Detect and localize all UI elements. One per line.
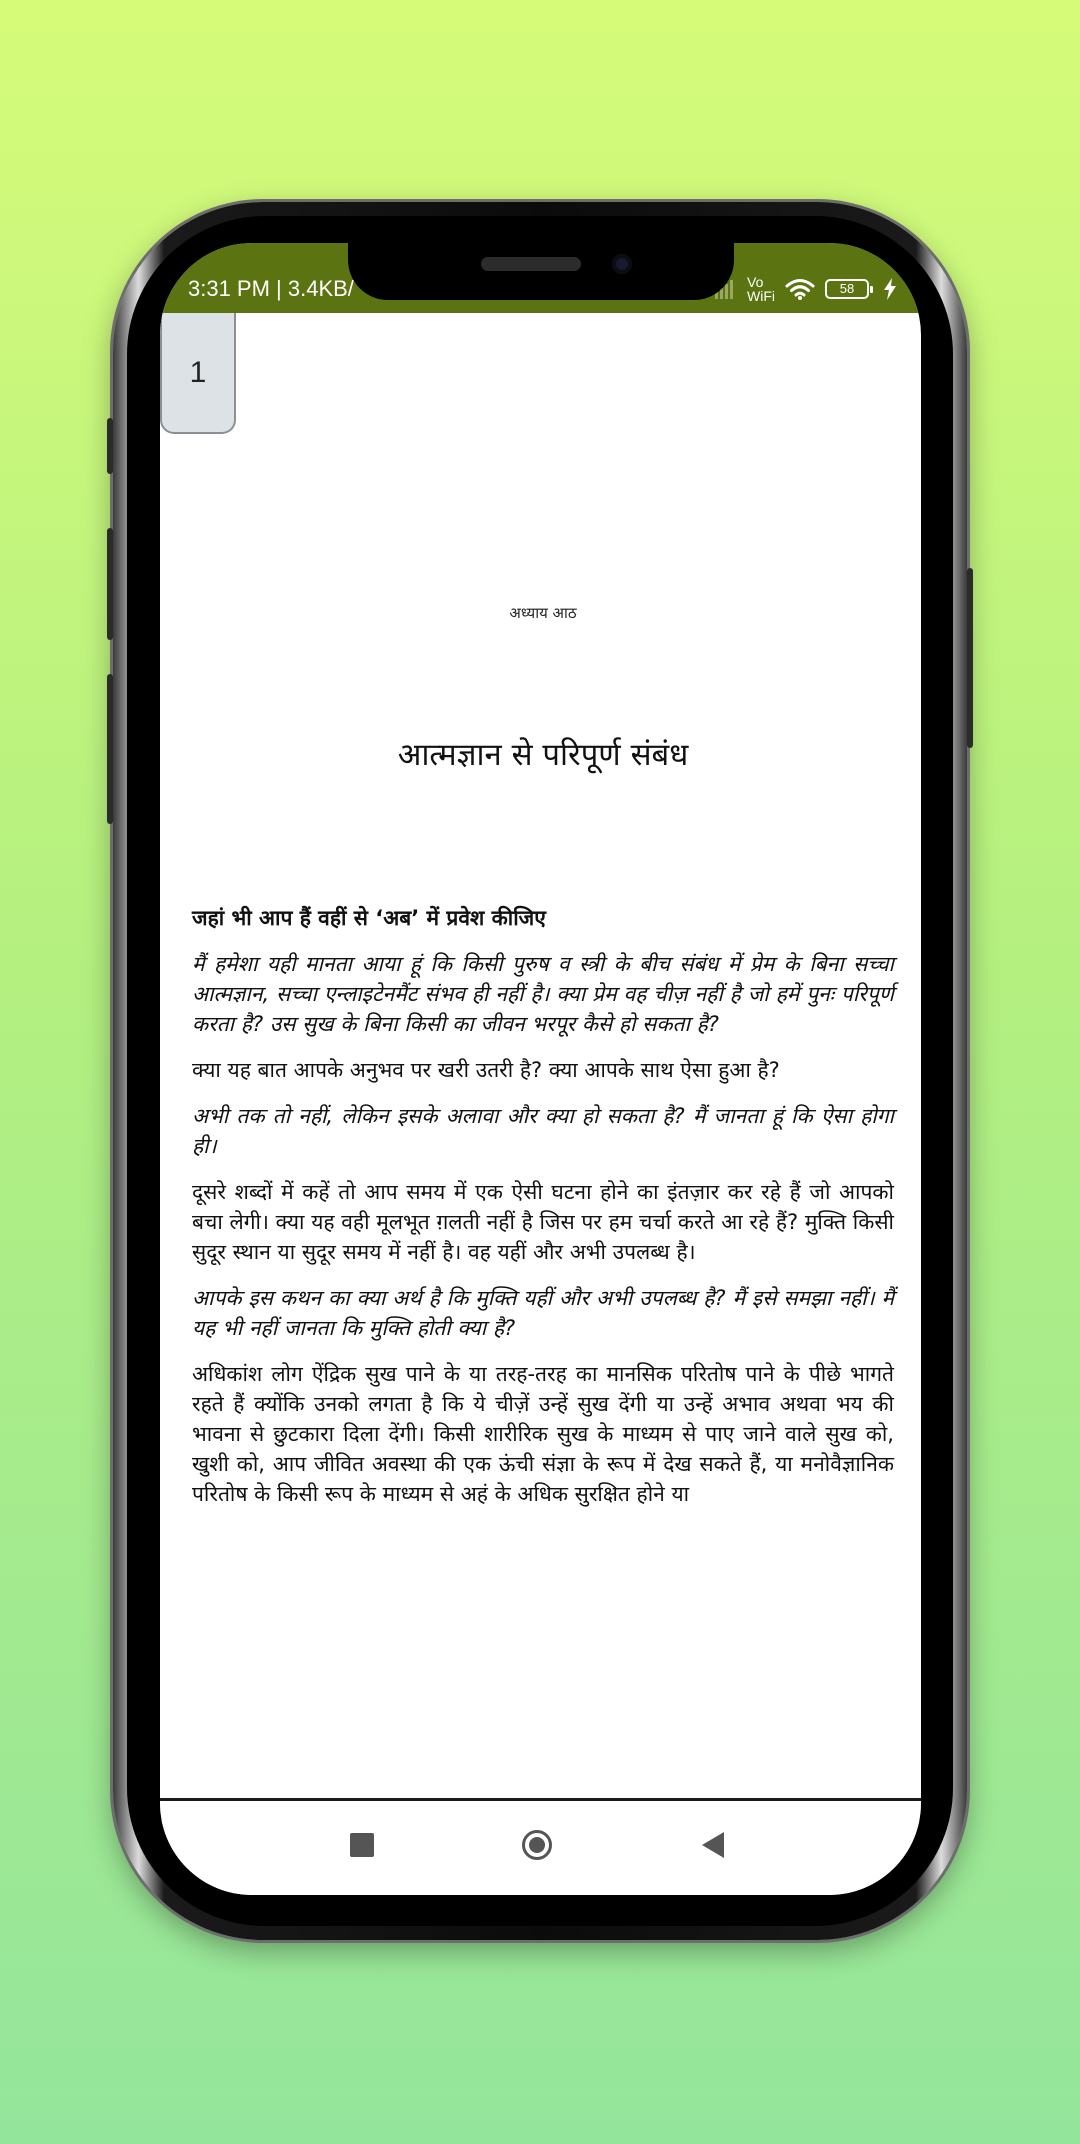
circle-icon[interactable] <box>522 1830 552 1860</box>
chapter-label: अध्याय आठ <box>509 604 577 622</box>
paragraph: अभी तक तो नहीं, लेकिन इसके अलावा और क्या हो सकता है? मैं जानता हूं कि ऐसा होगा ही। <box>192 1104 894 1158</box>
status-icons <box>715 273 897 305</box>
lightning-icon <box>883 278 897 300</box>
phone-screen <box>160 243 921 1895</box>
earpiece-speaker <box>481 257 581 271</box>
paragraph: मैं हमेशा यही मानता आया हूं कि किसी पुरुष व स्त्री के बीच संबंध में प्रेम के बिना सच्चा आत्मज्ञान, सच्चा एन्लाइटेनमैंट संभव ही नहीं है। क्या प्रेम वह चीज़ नहीं है जो हमें पुनः परिपूर्ण करता है? उस सुख के बिना किसी का जीवन भरपूर कैसे हो सकता है? <box>192 952 894 1036</box>
front-camera <box>612 254 632 274</box>
square-icon[interactable] <box>350 1833 374 1857</box>
side-button-mute <box>107 418 113 474</box>
display-notch <box>348 243 734 300</box>
paragraph: दूसरे शब्दों में कहें तो आप समय में एक ऐसी घटना होने का इंतज़ार कर रहे हैं जो आपको बचा लेगी। क्या यह वही मूलभूत ग़लती नहीं है जिस पर हम चर्चा करते आ रहे हैं? मुक्ति किसी सुदूर स्थान या सुदूर समय में नहीं है। वह यहीं और अभी उपलब्ध है। <box>192 1180 894 1264</box>
paragraph: आपके इस कथन का क्या अर्थ है कि मुक्ति यहीं और अभी उपलब्ध है? मैं इसे समझा नहीं। मैं यह भी नहीं जानता कि मुक्ति होती क्या है? <box>192 1286 894 1340</box>
side-button-power <box>967 568 973 748</box>
section-heading: जहां भी आप हैं वहीं से ‘अब’ में प्रवेश कीजिए <box>192 906 546 930</box>
vowifi-indicator <box>747 275 775 303</box>
triangle-back-icon[interactable] <box>702 1832 724 1858</box>
paragraph: अधिकांश लोग ऐंद्रिक सुख पाने के या तरह-तरह का मानसिक परितोष पाने के पीछे भागते रहते हैं क्योंकि उनको लगता है कि ये चीज़ें उन्हें सुख देंगी या उन्हें अभाव अथवा भय की भावना से छुटकारा दिला देंगी। किसी शारीरिक सुख के माध्यम से पाए जाने वाले सुख को, खुशी को, आप जीवित अवस्था की एक ऊंची संज्ञा के रूप में देख सकते हैं, या मनोवैज्ञानिक परितोष के किसी रूप के माध्यम से अहं के अधिक सुरक्षित होने या <box>192 1362 894 1506</box>
status-time: 3:31 PM | 3.4KB/ <box>188 276 354 301</box>
chapter-title: आत्मज्ञान से परिपूर्ण संबंध <box>397 737 689 773</box>
navigation-bar <box>160 1798 921 1895</box>
vowifi-line2: WiFi <box>747 288 775 304</box>
wifi-icon <box>785 278 815 300</box>
page-number-badge[interactable]: 1 <box>160 313 236 434</box>
vowifi-line1: Vo <box>747 274 764 290</box>
paragraph: क्या यह बात आपके अनुभव पर खरी उतरी है? क्या आपके साथ ऐसा हुआ है? <box>192 1058 780 1082</box>
battery-indicator: 58 <box>825 279 869 299</box>
chapter-body <box>192 903 894 1525</box>
side-button-volume-up <box>107 528 113 640</box>
side-button-volume-down <box>107 674 113 824</box>
